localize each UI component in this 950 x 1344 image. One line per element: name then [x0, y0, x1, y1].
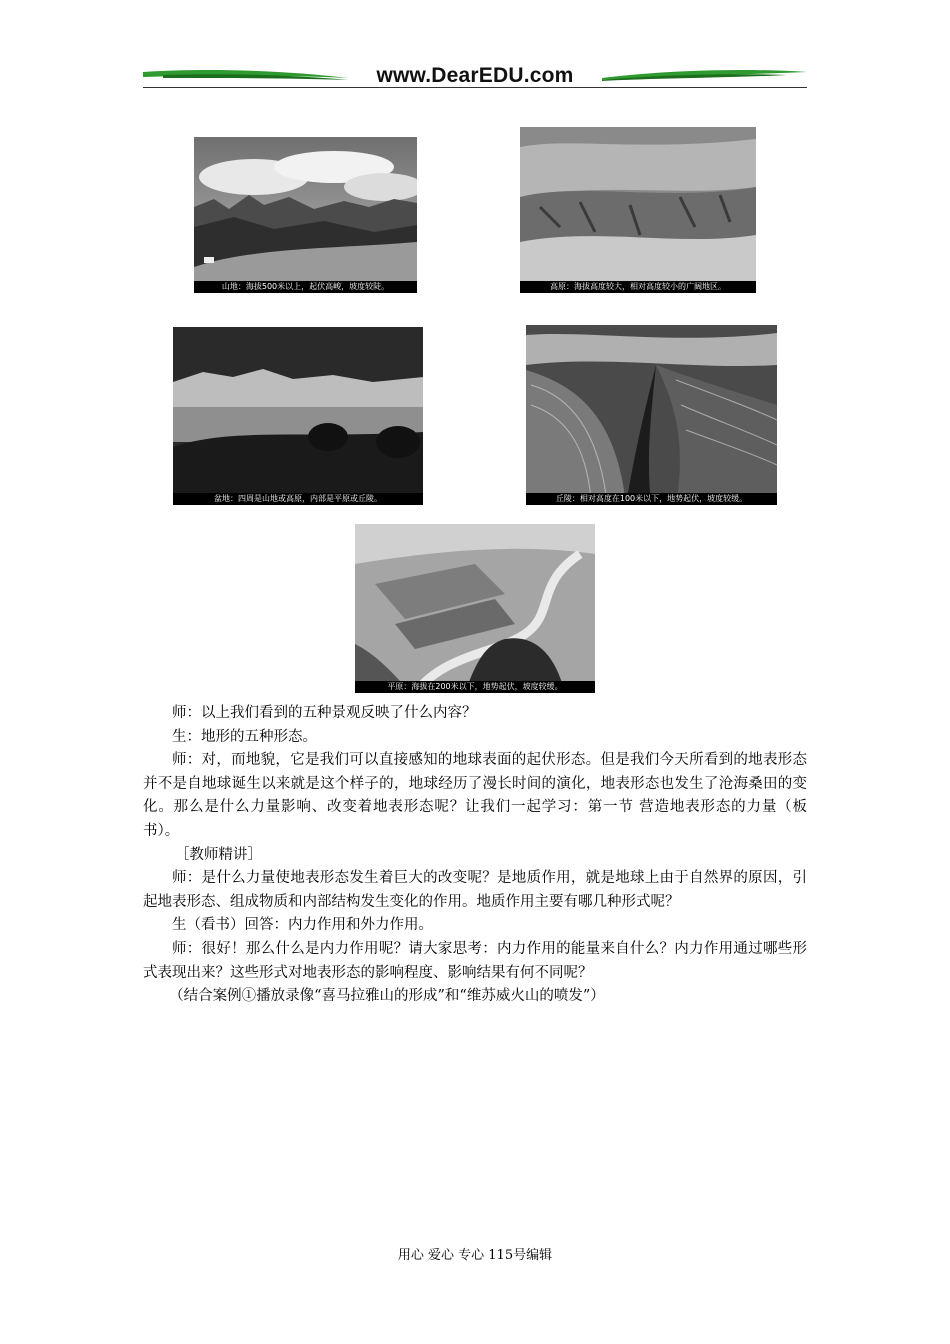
photo-caption: 山地：海拔500米以上，起伏高峻，坡度较陡。 — [194, 281, 417, 293]
photo-caption: 丘陵：相对高度在100米以下，地势起伏，坡度较缓。 — [526, 493, 777, 505]
lesson-text — [143, 702, 807, 1009]
section-label: ［教师精讲］ — [174, 846, 262, 863]
dialogue-paragraph: 师：以上我们看到的五种景观反映了什么内容？ — [172, 705, 477, 721]
site-url: www.DearEDU.com — [376, 64, 574, 87]
right-swoosh-decoration — [602, 66, 807, 86]
mountain-landscape-image — [194, 137, 417, 293]
hills-landscape-image — [526, 325, 777, 505]
dialogue-paragraph: 师：对，而地貌，它是我们可以直接感知的地球表面的起伏形态。但是我们今天所看到的地表形态并不是自地球诞生以来就是这个样子的，地球经历了漫长时间的演化，地表形态也发生了沧海桑田的变化。那么是什么力量影响、改变着地表形态呢？让我们一起学习：第一节 营造地表形态的力量（板书）。 — [143, 752, 807, 839]
photo-plateau — [520, 127, 756, 293]
dialogue-paragraph: 师：很好！那么什么是内力作用呢？请大家思考：内力作用的能量来自什么？内力作用通过哪些形式表现出来？这些形式对地表形态的影响程度、影响结果有何不同呢？ — [143, 940, 807, 981]
photo-plain — [355, 524, 595, 693]
basin-landscape-image — [173, 327, 423, 505]
plain-landscape-image — [355, 524, 595, 693]
dialogue-paragraph: 生（看书）回答：内力作用和外力作用。 — [172, 917, 433, 934]
page-header — [143, 62, 807, 92]
photo-caption: 平原：海拔在200米以下，地势起伏，坡度较缓。 — [355, 681, 595, 693]
header-rule — [143, 87, 807, 88]
page-footer: 用心 爱心 专心 115号编辑 — [397, 1248, 553, 1263]
photo-mountain — [194, 137, 417, 293]
photo-hills — [526, 325, 777, 505]
dialogue-paragraph: 生：地形的五种形态。 — [172, 728, 317, 745]
plateau-landscape-image — [520, 127, 756, 293]
activity-note: （结合案例①播放录像“喜马拉雅山的形成”和“维苏威火山的喷发”） — [169, 988, 605, 1005]
photo-basin — [173, 327, 423, 505]
photo-caption: 盆地：四周是山地或高原，内部是平原或丘陵。 — [173, 493, 423, 505]
photo-caption: 高原：海拔高度较大，相对高度较小的广阔地区。 — [520, 281, 756, 293]
dialogue-paragraph: 师：是什么力量使地表形态发生着巨大的改变呢？是地质作用，就是地球上由于自然界的原因，引起地表形态、组成物质和内部结构发生变化的作用。地质作用主要有哪几种形式呢？ — [143, 870, 807, 910]
left-swoosh-decoration — [143, 66, 348, 86]
